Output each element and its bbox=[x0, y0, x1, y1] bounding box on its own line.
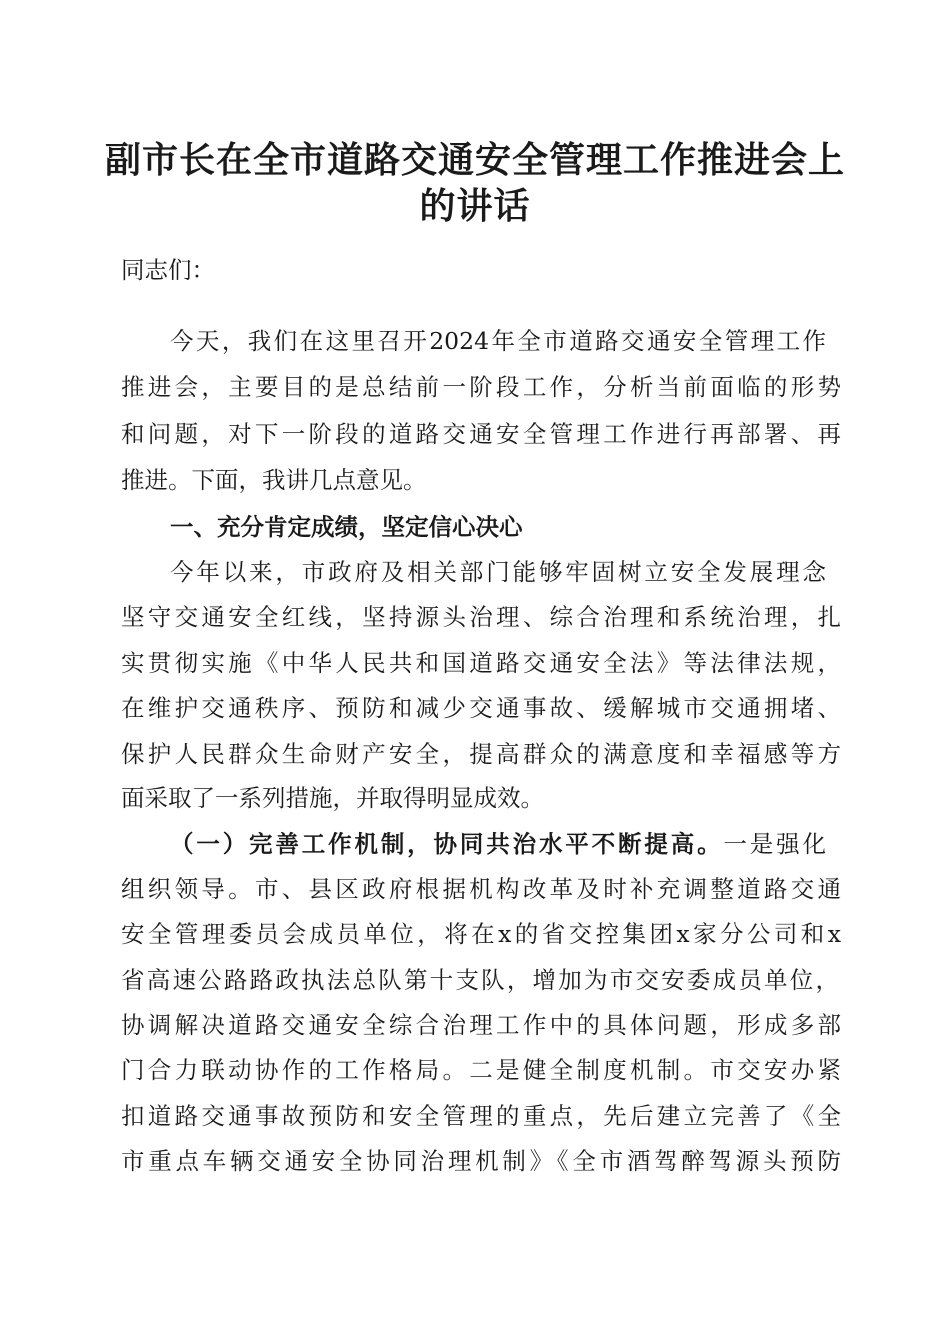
paragraph-line: 保护人民群众生命财产安全，提高群众的满意度和幸福感等方 bbox=[121, 740, 841, 768]
document-title-line-2: 的讲话 bbox=[419, 185, 531, 227]
section-heading: 一、充分肯定成绩，坚定信心决心 bbox=[170, 513, 523, 541]
paragraph-line: 在维护交通秩序、预防和减少交通事故、缓解城市交通拥堵、 bbox=[121, 694, 841, 722]
paragraph-line: 今天，我们在这里召开2024年全市道路交通安全管理工作 bbox=[170, 327, 826, 355]
subsection-heading: （一）完善工作机制，协同共治水平不断提高。 bbox=[170, 830, 724, 858]
paragraph-line: 和问题，对下一阶段的道路交通安全管理工作进行再部署、再 bbox=[121, 420, 841, 448]
paragraph-line: 安全管理委员会成员单位，将在x的省交控集团x家分公司和x bbox=[121, 920, 841, 948]
paragraph-line: 坚守交通安全红线，坚持源头治理、综合治理和系统治理，扎 bbox=[121, 603, 841, 631]
subsection-text: 一是强化 bbox=[723, 830, 827, 858]
paragraph-line: 省高速公路路政执法总队第十支队，增加为市交安委成员单位， bbox=[121, 966, 839, 994]
paragraph-line: 门合力联动协作的工作格局。二是健全制度机制。市交安办紧 bbox=[121, 1056, 841, 1084]
paragraph-line: 实贯彻实施《中华人民共和国道路交通安全法》等法律法规， bbox=[121, 649, 841, 677]
paragraph-line: 推进。下面，我讲几点意见。 bbox=[121, 466, 427, 494]
paragraph-line: 协调解决道路交通安全综合治理工作中的具体问题，形成多部 bbox=[121, 1011, 841, 1039]
salutation: 同志们： bbox=[121, 256, 215, 284]
paragraph-line: 扣道路交通事故预防和安全管理的重点，先后建立完善了《全 bbox=[121, 1102, 841, 1130]
document-title-line-1: 副市长在全市道路交通安全管理工作推进会上 bbox=[104, 139, 845, 181]
paragraph-line: 市重点车辆交通安全协同治理机制》《全市酒驾醉驾源头预防 bbox=[121, 1147, 841, 1175]
paragraph-line: 组织领导。市、县区政府根据机构改革及时补充调整道路交通 bbox=[121, 875, 841, 903]
paragraph-line: 面采取了一系列措施，并取得明显成效。 bbox=[121, 784, 544, 812]
paragraph-line: 推进会，主要目的是总结前一阶段工作，分析当前面临的形势 bbox=[121, 373, 841, 401]
subsection-line bbox=[170, 820, 826, 868]
paragraph-line: 今年以来，市政府及相关部门能够牢固树立安全发展理念 bbox=[170, 558, 826, 586]
